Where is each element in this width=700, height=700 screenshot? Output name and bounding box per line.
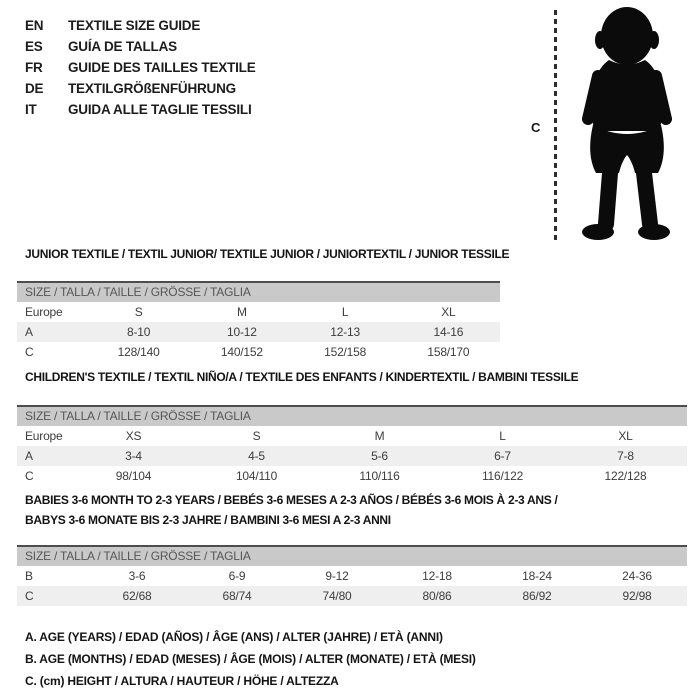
- section-title: [17, 247, 509, 261]
- size-cell: 5-6: [371, 449, 388, 463]
- size-cell: 7-8: [617, 449, 634, 463]
- size-cell: 6-7: [494, 449, 511, 463]
- size-cell: 140/152: [220, 345, 263, 359]
- size-cell: 3-6: [128, 569, 146, 583]
- size-cell: 18-24: [522, 569, 552, 583]
- section-children: [17, 370, 687, 486]
- section-title: [17, 370, 687, 384]
- size-table: [17, 405, 687, 486]
- language-title: TEXTILE SIZE GUIDE: [68, 18, 201, 33]
- size-cell: 8-10: [127, 325, 151, 339]
- size-cell: 9-12: [325, 569, 349, 583]
- section-title: [17, 490, 687, 530]
- language-title: TEXTILGRÖßENFÜHRUNG: [68, 81, 236, 96]
- height-measure-label: C: [531, 120, 541, 135]
- table-row-a: [17, 446, 687, 466]
- size-cell: 158/170: [427, 345, 470, 359]
- footnote-line: A. AGE (YEARS) / EDAD (AÑOS) / ÂGE (ANS) / ALTER (JAHRE) / ETÀ (ANNI): [25, 630, 443, 644]
- size-cell: S: [134, 305, 143, 319]
- footnote-line: C. (cm) HEIGHT / ALTURA / HAUTEUR / HÖHE / ALTEZZA: [25, 674, 339, 688]
- size-cell: M: [374, 429, 385, 443]
- language-row: [25, 15, 256, 36]
- size-cell: XL: [618, 429, 633, 443]
- size-cell: M: [236, 305, 247, 319]
- table-row-a: [17, 322, 500, 342]
- section-junior: [17, 247, 509, 362]
- language-row: [25, 57, 256, 78]
- table-row-europe: [17, 426, 687, 446]
- footnote-line: B. AGE (MONTHS) / EDAD (MESES) / ÂGE (MOIS) / ALTER (MONATE) / ETÀ (MESI): [25, 652, 476, 666]
- language-row: [25, 78, 256, 99]
- size-cell: 62/68: [122, 589, 152, 603]
- size-cell: 122/128: [604, 469, 647, 483]
- size-cell: 128/140: [117, 345, 160, 359]
- size-cell: S: [252, 429, 261, 443]
- section-title-line: BABIES 3-6 MONTH TO 2-3 YEARS / BEBÉS 3-6 MESES A 2-3 AÑOS / BÉBÉS 3-6 MOIS À 2-3 ANS /: [25, 493, 558, 507]
- size-cell: 110/116: [359, 469, 400, 483]
- size-cell: 86/92: [522, 589, 552, 603]
- size-cell: 3-4: [125, 449, 142, 463]
- row-label: Europe: [25, 429, 63, 443]
- section-babies: [17, 490, 687, 606]
- size-cell: L: [499, 429, 506, 443]
- size-cell: 152/158: [324, 345, 367, 359]
- size-cell: 80/86: [422, 589, 452, 603]
- table-row-c: [17, 342, 500, 362]
- table-row-europe: [17, 302, 500, 322]
- size-cell: 14-16: [433, 325, 464, 339]
- language-title-list: [25, 15, 256, 120]
- row-label: A: [25, 325, 33, 339]
- language-code: IT: [25, 102, 37, 117]
- language-code: FR: [25, 60, 43, 75]
- language-code: EN: [25, 18, 44, 33]
- table-row-b: [17, 566, 687, 586]
- language-title: GUIDE DES TAILLES TEXTILE: [68, 60, 256, 75]
- toddler-silhouette-icon: [565, 6, 687, 246]
- size-cell: L: [341, 305, 349, 319]
- section-title-line: CHILDREN'S TEXTILE / TEXTIL NIÑO/A / TEXTILE DES ENFANTS / KINDERTEXTIL / BAMBINI TESSILE: [25, 370, 579, 384]
- size-cell: 6-9: [228, 569, 246, 583]
- size-cell: 98/104: [115, 469, 152, 483]
- table-row-c: [17, 586, 687, 606]
- row-label: C: [25, 345, 34, 359]
- size-cell: 116/122: [481, 469, 524, 483]
- size-cell: 24-36: [622, 569, 652, 583]
- size-cell: 92/98: [622, 589, 652, 603]
- row-label: B: [25, 569, 33, 583]
- language-code: DE: [25, 81, 44, 96]
- size-table-header: SIZE / TALLA / TAILLE / GRÖSSE / TAGLIA: [17, 281, 500, 302]
- footnotes: [25, 626, 476, 692]
- height-measure-dashed-line: [554, 10, 557, 244]
- language-title: GUÍA DE TALLAS: [68, 39, 177, 54]
- section-title-line: BABYS 3-6 MONATE BIS 2-3 JAHRE / BAMBINI 3-6 MESI A 2-3 ANNI: [25, 513, 391, 527]
- size-cell: 10-12: [227, 325, 257, 339]
- row-label: A: [25, 449, 33, 463]
- size-cell: 74/80: [322, 589, 352, 603]
- size-cell: XL: [441, 305, 456, 319]
- size-cell: 12-18: [422, 569, 452, 583]
- language-row: [25, 99, 256, 120]
- size-cell: XS: [125, 429, 142, 443]
- size-table: [17, 281, 500, 362]
- table-row-c: [17, 466, 687, 486]
- row-label: C: [25, 589, 34, 603]
- language-title: GUIDA ALLE TAGLIE TESSILI: [68, 102, 252, 117]
- row-label: Europe: [25, 305, 63, 319]
- size-table: [17, 545, 687, 606]
- size-cell: 104/110: [235, 469, 278, 483]
- size-cell: 4-5: [248, 449, 265, 463]
- section-title-line: JUNIOR TEXTILE / TEXTIL JUNIOR/ TEXTILE JUNIOR / JUNIORTEXTIL / JUNIOR TESSILE: [25, 247, 510, 261]
- language-code: ES: [25, 39, 43, 54]
- row-label: C: [25, 469, 34, 483]
- size-table-header: SIZE / TALLA / TAILLE / GRÖSSE / TAGLIA: [17, 405, 687, 426]
- size-cell: 68/74: [222, 589, 252, 603]
- language-row: [25, 36, 256, 57]
- size-table-header: SIZE / TALLA / TAILLE / GRÖSSE / TAGLIA: [17, 545, 687, 566]
- size-cell: 12-13: [330, 325, 360, 339]
